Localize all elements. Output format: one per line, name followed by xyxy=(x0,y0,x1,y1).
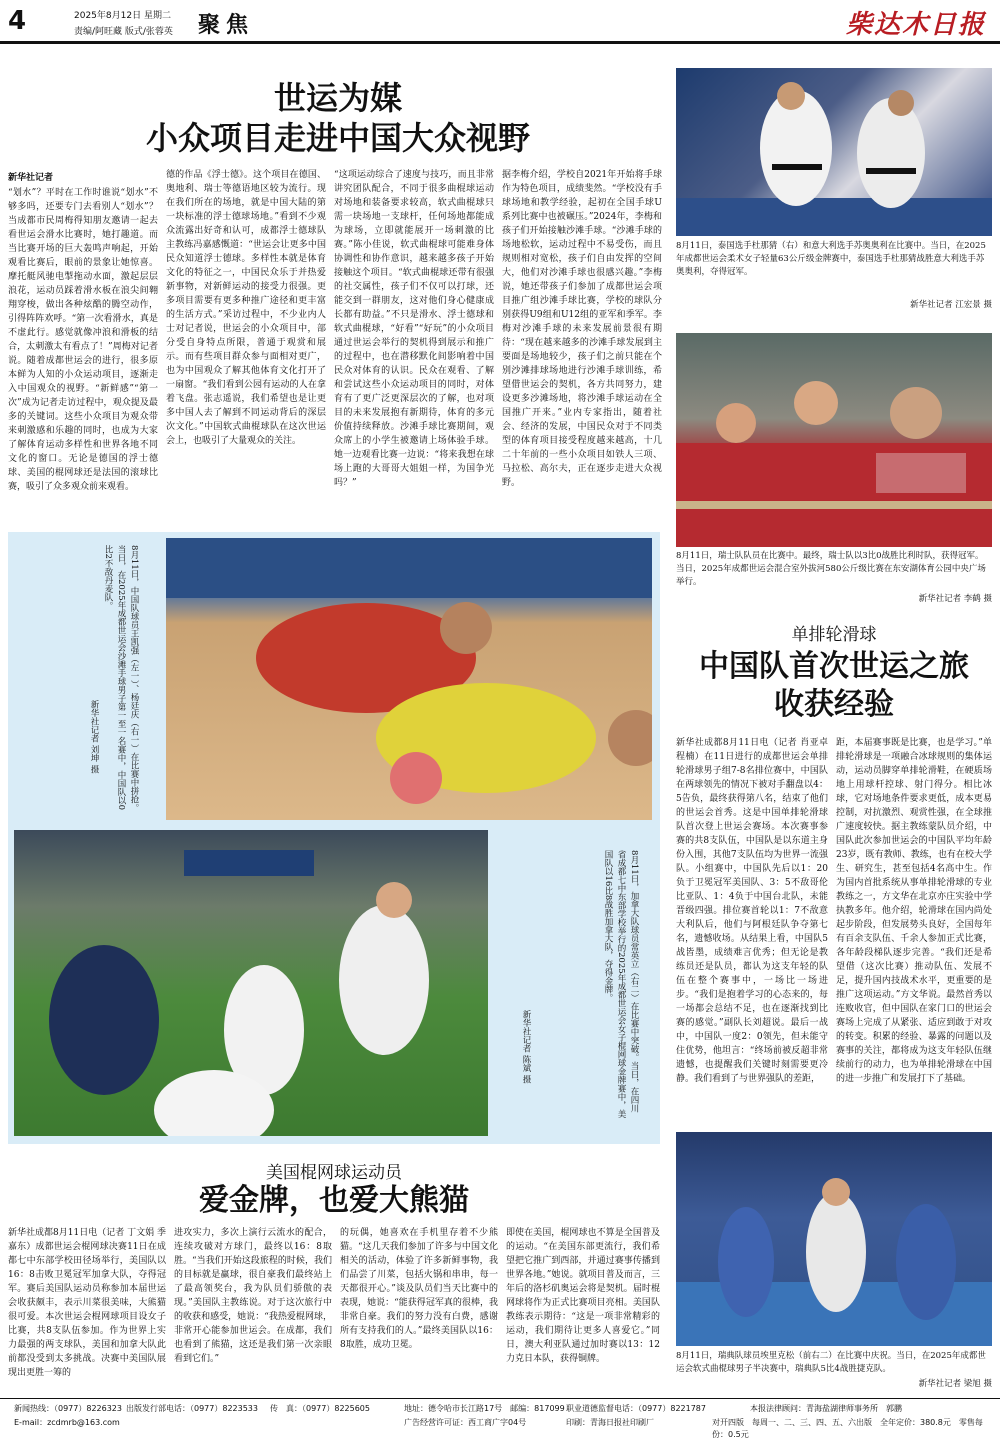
photo-lacrosse xyxy=(14,830,488,1136)
photo-floorball-caption: 8月11日，瑞典队球员埃里克松（前右二）在比赛中庆祝。当日，在2025年成都世运会软式曲棍球男子半决赛中，瑞典队5比4战胜捷克队。 xyxy=(676,1351,986,1374)
issue-date: 2025年8月12日 星期二 xyxy=(74,11,171,21)
photo-tugofwar-credit: 新华社记者 李鹤 摄 xyxy=(918,594,992,604)
photo-beach-handball-credit: 新华社记者 刘坤 摄 xyxy=(89,700,99,774)
lacrosse-col-4: 即使在美国，棍网球也不算是全国普及的运动。“在美国东部更流行，我们希望把它推广到西部，并通过赛事传播到世界各地。”她说。就项目普及而言，三年后的洛杉矶奥运会将是契机。届时棍网球将作为正式比赛项目亮相。美国队教练表示期待：“这是一项非常精彩的运动，我们期待让更多人喜爱它。”同日，澳大利亚队通过加时赛以13：12力克日本队，获得铜牌。 xyxy=(506,1228,660,1364)
footer-ad-license: 广告经营许可证：西工商广字04号 xyxy=(404,1418,527,1427)
photo-lacrosse-caption: 8月11日，加拿大队球员常英立（右二）在比赛中突破。当日，在四川省成都七中东部学校举行的2025年成都世运会女子棍网球金牌赛中，美国队以16比8战胜加拿大队，夺得金牌。 xyxy=(603,850,639,1119)
photo-beach-handball-caption: 8月11日，中国队球员王凯强（左一）、杨廷庆（右一）在比赛中拼抢。当日，在2025年成都世运会沙滩手球男子第一至一名赛中，中国队以0比2不敌丹麦队。 xyxy=(103,545,139,812)
roller-col-2: 距，本届赛事既是比赛，也是学习。”单排轮滑球是一项融合冰球规则的集体运动，运动员脚穿单排轮滑鞋，在硬质场地上用球杆控球、射门得分。相比冰球，它对场地条件要求更低，成本更易控制，对抗激烈、观赏性强，在全球推广速度较快。据主教练蒙队员介绍，中国队此次参加世运会的中国队平均年龄23岁，既有教师、教练，也有在校大学生、研究生，甚至包括4名高中生。作为国内首批系统从事单排轮滑球的专业教练之一，方文华在北京亦庄实验中学执教多年。他介绍，轮滑球在国内尚处起步阶段，但发展势头良好，全国每年有百余支队伍、千余人参加正式比赛，各年龄段梯队逐步完善。“我们还是希望借（这次比赛）推动队伍、发展不足，提升国内技战术水平，更重要的是推广这项运动。”方文华说。最然首秀以连败收官，但中国队在家门口的世运会赛场上完成了从紧张、适应到敢于对攻的转变。积累的经验、暴露的问题以及赛事的关注，都将成为这支年轻队伍继续前行的动力，也为单排轮滑球在中国的进一步推广和发展打下了基础。 xyxy=(836,738,992,1084)
lacrosse-col-3: 的玩偶，她喜欢在手机里存着不少熊猫。“这几天我们参加了许多与中国文化相关的活动，体验了许多新鲜事物，我们品尝了川菜，包括火锅和串串，每一天都很开心。”谈及队员们当天比赛中的表现，她说：“能获得冠军真的很棒，我非常自豪。我们的努力没有白费，感谢所有支持我们的人。”最终美国队以16：8取胜，成功卫冕。 xyxy=(340,1228,498,1350)
photo-tugofwar-art xyxy=(676,333,992,547)
section-title: 聚焦 xyxy=(198,12,255,38)
photo-lacrosse-art xyxy=(14,830,488,1136)
lacrosse-col-1: 新华社成都8月11日电（记者 丁文娟 季嘉东）成都世运会棍网球决赛11日在成都七中东部学校田径场举行，美国队以16：8击败卫冕冠军加拿大队，夺得冠军。赛后美国队运动员称参加本届世运会收获颇丰，表示川菜很美味，大熊猫很可爱。本次世运会棍网球项目设女子比赛，共8支队伍参加。作为世界上实力最强的两支球队，美国和加拿大队此前都没受到太多挑战。决赛中美国队展现出更胜一筹的 xyxy=(8,1228,166,1378)
photo-jiujitsu-caption: 8月11日，泰国选手杜那猜（右）和意大利选手苏奥奥利在比赛中。当日，在2025年成都世运会柔术女子轻量63公斤级金牌赛中，泰国选手杜那猜战胜意大利选手苏奥奥利，夺得冠军。 xyxy=(676,241,986,277)
photo-beach-handball xyxy=(166,538,652,820)
footer-hotline: 新闻热线：（0977）8226323 xyxy=(14,1404,122,1413)
roller-headline-2: 收获经验 xyxy=(774,687,894,722)
footer-distribution: 出版发行部电话：（0977）8223533 xyxy=(126,1404,258,1413)
main-col-1: “划水”？平时在工作时谁说“划水”不够多吗，还要专门去看别人“划水”？当成都市民周梅得知朋友邀请一起去看世运会滑水比赛时，她打趣道。而当比赛开场的巨大轰鸣声响起，开始观看比赛后，眼前的景象让她惊喜。摩托艇风驰电掣拖动水面，激起层层浪花，运动员踩着滑水板在浪尖间翱翔穿梭，做出各种炫酷的腾空动作，引得阵阵欢呼。“第一次看滑水，真是不虚此行。感觉就像冲浪和滑板的结合，太刺激太有看点了！”周梅对记者说。随着成都世运会的进行，很多原本鲜为人知的小众运动项目，逐渐走入中国观众的视野。“新鲜感”“第一次”成为记者走访过程中，观众提及最多的关键词。这些小众项目为观众带来刺激感和乐趣的同时，也成为大家了解体育运动多样性和世界各地不同文化的窗口。无论是德国的浮士德球、美国的棍网球还是法国的滚球比赛，吸引了众多观众前来观看。 xyxy=(8,188,158,492)
main-col-3: “这项运动综合了速度与技巧，而且非常讲究团队配合，不同于很多曲棍球运动对场地和装备要求较高，软式曲棍球只需一块场地一支球杆，任何场地都能成为球场，立即就能展开一场刺激的比赛。”陈小佳说，软式曲棍球可能难身体协调性和协作意识，越来越多孩子开始接触这个项目。“软式曲棍球还带有很强的社交属性，孩子们不仅可以打球，还能交到一群朋友，这对他们身心健康成长都有助益。”不只是滑水、浮士德球和软式曲棍球，“好看”“好玩”的小众项目通过世运会举行的契机得到展示和推广的过程中，也在潜移默化间影响着中国民众对体育的认识。民众在观看、了解和尝试这些小众运动项目的同时，对体育有了更广泛更深层次的了解，也对项目的未来发展抱有新期待，体育的多元价值持续释放。沙滩手球比赛期间，观众席上的小学生被邀请上场体验手球。她一边观看比赛一边说：“将来我想在球场上跑的大哥哥大姐姐一样，为国争光吗？” xyxy=(334,170,494,488)
footer-address: 地址：德令哈市长江路17号 邮编：817099 xyxy=(404,1404,565,1413)
editors-line: 责编/阿旺藏 版式/张蓉英 xyxy=(74,27,173,37)
photo-tugofwar xyxy=(676,333,992,547)
page-number: 4 xyxy=(8,6,27,36)
main-col-4: 据李梅介绍，学校自2021年开始将手球作为特色项目，成绩斐然。“学校没有手球场地和教学经验，起初在全国手球U系列比赛中也被碾压。”2024年，李梅和孩子们开始接触沙滩手球。“沙滩手球的场地松软，运动过程中不易受伤，而且规则相对宽松，孩子们自由发挥的空间大，他们对沙滩手球也很感兴趣。”李梅说，她还带孩子们参加了成都世运会项目推广组沙滩手球比赛，学校的球队分别获得U9组和U12组的亚军和季军。李梅对沙滩手球的未来发展前景很有期待：“现在越来越多的沙滩手球发展到主要面是场地较少，孩子们之前只能在个别沙滩排球场地进行沙滩手球训练，希望借世运会的契机，各方共同努力，建设更多沙滩场地，将沙滩手球运动在全国推广开来。”业内专家指出，随着社会、经济的发展，中国民众对于不同类型的体育项目接受程度越来越高，十几二十年前的一些小众项目如铁人三项、马拉松、高尔夫，正在逐步走进大众视野。 xyxy=(502,170,662,488)
photo-jiujitsu-credit: 新华社记者 江宏景 摄 xyxy=(910,300,992,310)
main-byline: 新华社记者 xyxy=(8,173,54,183)
photo-beach-handball-art xyxy=(166,538,652,820)
main-headline-1: 世运为媒 xyxy=(273,79,402,117)
footer-ethics-phone: 职业道德监督电话：（0977）8221787 xyxy=(566,1404,706,1413)
masthead-logo: 柴达木日报 xyxy=(845,10,986,40)
main-col-2: 德的作品《浮士德》。这个项目在德国、奥地利、瑞士等德语地区较为流行。现在我们所在的场地，就是中国大陆的第一块标准的浮士德球场地。”看到不少观众流露出好奇和认可，成都浮士德球队主教练冯嘉感慨道：“世运会让更多中国民众知道浮士德球。多样性本就是体育文化的特征之一，中国民众乐于并热爱新事物，对新鲜运动的接受力很强。更多项目需要有更多种推广途径和更丰富的生活方式。”采访过程中，不少业内人士对记者说，世运会的小众项目中，部分受自身特点所限，普通于观赏和展示。而有些项目群众参与面相对更广，也为中国观众了解其他体育文化打开了一扇窗。“我们看到公园有运动的人在拿着飞盘。张志遥说，我们希望也是让更多中国人去了解到不同运动背后的深层次文化。”中国软式曲棍球队在这次世运会上，也吸引了大量观众的关注。 xyxy=(166,170,326,446)
photo-jiujitsu-art xyxy=(676,68,992,236)
photo-tugofwar-caption: 8月11日，瑞士队队员在比赛中。最终，瑞士队以3比0战胜比利时队，获得冠军。当日，2025年成都世运会混合室外拔河580公斤级比赛在东安湖体育公园中央广场举行。 xyxy=(676,551,986,586)
footer-rule xyxy=(0,1398,1000,1399)
header-rule xyxy=(0,41,1000,44)
footer-email: E-mail：zcdmrb@163.com xyxy=(14,1418,120,1427)
roller-col-1: 新华社成都8月11日电（记者 肖亚卓 程楠）在11日进行的成都世运会单排轮滑球男子组7-8名排位赛中，中国队在两球领先的情况下被对手翻盘以4：5告负，最终获得第八名，结束了他们的世运会首秀。这是中国单排轮滑球队首次登上世运会赛场。本次赛事参赛的共8支队伍，中国队是以东道主身份入围，其他7支队伍均为世界一流强队。小组赛中，中国队先后以1：20负于卫冕冠军美国队、3：5不敌哥伦比亚队、1：4负于中国台北队，未能晋级四强。排位赛首轮以1：7不敌意大利队后，他们与阿根廷队争夺第七名，遗憾收场。从结果上看，中国队5战皆墨，成绩难言优秀；但无论是教练员还是队员，都认为这支年轻的队伍在整个赛事中，一场比一场进步。“我们是抱着学习的心态来的，每一场都会总结不足，也在逐渐找到比赛的感觉。”副队长刘超说。最后一战中，中国队一度2：0领先，但未能守住优势，他坦言：“终场前被反超非常遗憾，也提醒我们关键时刻需要更冷静。我们看到了与世界强队的差距， xyxy=(676,738,828,1084)
lacrosse-kicker: 美国棍网球运动员 xyxy=(266,1163,402,1183)
main-headline-2: 小众项目走进中国大众视野 xyxy=(145,119,530,157)
photo-jiujitsu xyxy=(676,68,992,236)
photo-lacrosse-credit: 新华社记者 陈斌 摄 xyxy=(521,1010,531,1084)
roller-headline-1: 中国队首次世运之旅 xyxy=(699,649,969,684)
photo-floorball xyxy=(676,1132,992,1346)
lacrosse-col-2: 进攻实力，多次上演行云流水的配合，连续攻破对方球门，最终以16：8取胜。“当我们开始这段旅程的时候，我们的目标就是赢球，很自豪我们最终站上了最高领奖台，我为队员们骄傲的表现。”美国队主教练说。对于这次旅行中的收获和感受，她说：“我热爱棍网球，非常开心能参加世运会。在成都，我们也看到了熊猫，这还是我们第一次亲眼看到它们。” xyxy=(174,1228,332,1364)
footer-fax: 传 真：（0977）8225605 xyxy=(270,1404,370,1413)
lacrosse-headline: 爱金牌，也爱大熊猫 xyxy=(199,1183,469,1218)
footer-printer: 印刷：青海日报社印刷厂 xyxy=(566,1418,654,1427)
roller-kicker: 单排轮滑球 xyxy=(791,625,877,645)
photo-floorball-credit: 新华社记者 梁旭 摄 xyxy=(918,1379,992,1389)
photo-floorball-art xyxy=(676,1132,992,1346)
footer-legal: 本报法律顾问：青海盐湖律师事务所 郭鹏 xyxy=(750,1404,902,1413)
footer-schedule: 对开四版 每周一、二、三、四、五、六出版 全年定价：380.8元 零售每份：0.5元 xyxy=(712,1418,983,1439)
